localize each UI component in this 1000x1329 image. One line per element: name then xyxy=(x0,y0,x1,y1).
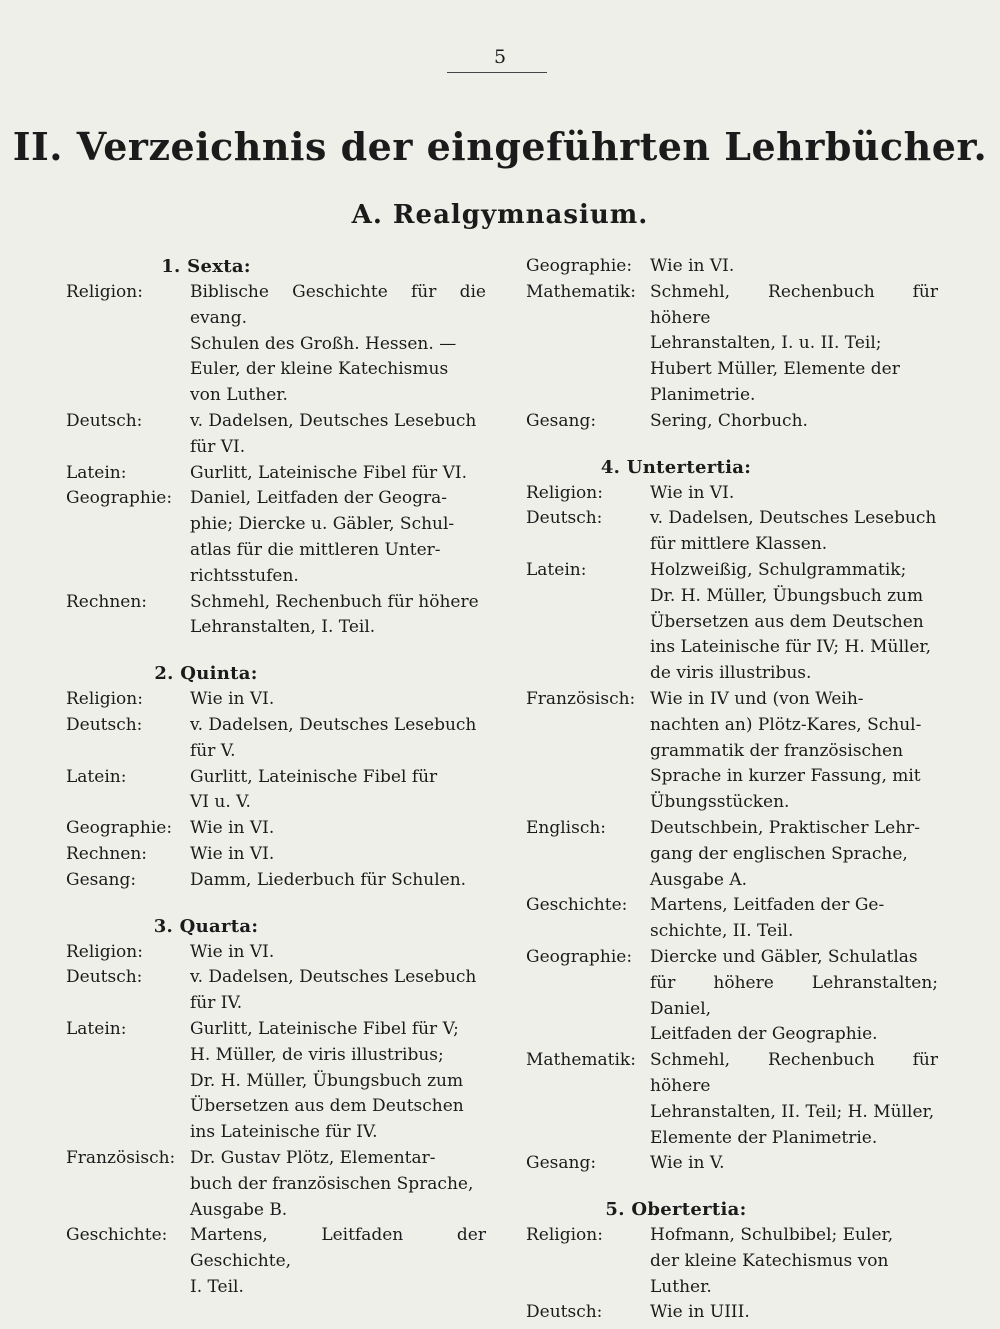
description-line: Wie in VI. xyxy=(650,256,735,276)
subject-label: Gesang: xyxy=(526,1153,597,1174)
textbook-description xyxy=(650,280,938,409)
textbook-entry xyxy=(526,409,938,435)
description-line: Daniel, Leitfaden der Geogra- xyxy=(190,488,448,509)
textbook-entry xyxy=(526,945,938,1048)
description-line: Dr. H. Müller, Übungsbuch zum xyxy=(190,1070,464,1091)
subject-label: Deutsch: xyxy=(66,714,143,735)
textbook-description xyxy=(650,254,938,280)
textbook-description xyxy=(190,713,486,765)
description-line: I. Teil. xyxy=(190,1276,244,1297)
textbook-description xyxy=(650,1300,938,1326)
description-line: Gurlitt, Lateinische Fibel für V; xyxy=(190,1018,459,1039)
description-line: v. Dadelsen, Deutsches Lesebuch xyxy=(190,714,477,735)
description-line: Schmehl, Rechenbuch für höhere xyxy=(190,591,479,612)
textbook-entry xyxy=(526,893,938,945)
textbook-entry xyxy=(66,940,486,966)
description-line: ins Lateinische für IV. xyxy=(190,1122,378,1143)
textbook-entry xyxy=(66,1017,486,1146)
description-line: Holzweißig, Schulgrammatik; xyxy=(650,559,907,580)
description-line: Übersetzen aus dem Deutschen xyxy=(650,611,924,632)
subject-label: Französisch: xyxy=(526,688,636,709)
textbook-description xyxy=(650,506,938,558)
textbook-entry xyxy=(66,461,486,487)
textbook-entry xyxy=(66,765,486,817)
description-line: Euler, der kleine Katechismus xyxy=(190,359,449,380)
description-line: Schmehl, Rechenbuch für höhere xyxy=(650,1050,938,1096)
section-title: 4. Untertertia: xyxy=(600,456,752,478)
textbook-description xyxy=(190,816,486,842)
description-line: Martens, Leitfaden der Ge- xyxy=(650,895,885,916)
subject-label: Rechnen: xyxy=(66,591,148,612)
subject-label: Rechnen: xyxy=(66,843,148,864)
description-line: für V. xyxy=(190,740,236,761)
subject-label: Geographie: xyxy=(526,256,633,276)
section-title: 2. Quinta: xyxy=(154,663,258,685)
description-line: Dr. Gustav Plötz, Elementar- xyxy=(190,1147,436,1168)
textbook-description xyxy=(190,1146,486,1223)
textbook-description xyxy=(650,945,938,1048)
description-line: Schulen des Großh. Hessen. — xyxy=(190,333,457,354)
description-line: Wie in VI. xyxy=(190,941,275,962)
subject-label: Geographie: xyxy=(66,488,173,509)
description-line: Wie in VI. xyxy=(190,689,275,710)
textbook-entry xyxy=(66,409,486,461)
description-line: Übungsstücken. xyxy=(650,792,790,813)
description-line: de viris illustribus. xyxy=(650,663,812,684)
textbook-entry xyxy=(66,842,486,868)
description-line: Übersetzen aus dem Deutschen xyxy=(190,1096,464,1117)
description-line: Wie in VI. xyxy=(190,818,275,839)
description-line: Lehranstalten, I. u. II. Teil; xyxy=(650,333,882,354)
page-number: 5 xyxy=(493,46,507,68)
description-line: Diercke und Gäbler, Schulatlas xyxy=(650,946,918,967)
textbook-description xyxy=(190,280,486,409)
description-line: schichte, II. Teil. xyxy=(650,921,794,942)
textbook-entry xyxy=(66,486,486,589)
description-line: buch der französischen Sprache, xyxy=(190,1173,474,1194)
textbook-description xyxy=(650,1223,938,1300)
textbook-entry xyxy=(66,713,486,765)
subject-label: Englisch: xyxy=(526,817,607,838)
description-line: v. Dadelsen, Deutsches Lesebuch xyxy=(190,410,477,431)
section-title: 3. Quarta: xyxy=(153,915,259,937)
textbook-entry xyxy=(66,868,486,894)
subject-label: Deutsch: xyxy=(526,508,603,529)
description-line: Lehranstalten, I. Teil. xyxy=(190,617,376,638)
left-column xyxy=(66,254,486,1301)
subject-label: Gesang: xyxy=(66,869,137,890)
textbook-description xyxy=(650,893,938,945)
textbook-description xyxy=(190,687,486,713)
description-line: von Luther. xyxy=(190,385,288,406)
textbook-description xyxy=(650,816,938,893)
section-title: 5. Obertertia: xyxy=(605,1199,747,1221)
subject-label: Mathematik: xyxy=(526,1050,636,1071)
textbook-entry xyxy=(526,1300,938,1326)
page-number-rule xyxy=(447,72,547,73)
description-line: Planimetrie. xyxy=(650,384,756,405)
textbook-entry xyxy=(526,254,938,280)
description-line: Dr. H. Müller, Übungsbuch zum xyxy=(650,585,924,606)
subject-label: Deutsch: xyxy=(526,1302,603,1323)
section-title: 1. Sexta: xyxy=(161,256,251,277)
description-line: Hofmann, Schulbibel; Euler, xyxy=(650,1225,894,1246)
subject-label: Latein: xyxy=(66,766,127,787)
subject-label: Französisch: xyxy=(66,1147,176,1168)
textbook-entry xyxy=(66,965,486,1017)
description-line: grammatik der französischen xyxy=(650,740,904,761)
textbook-description xyxy=(190,1017,486,1146)
school-heading: A. Realgymnasium. xyxy=(351,200,649,230)
subject-label: Geographie: xyxy=(526,946,633,967)
textbook-description xyxy=(190,409,486,461)
textbook-description xyxy=(650,409,938,435)
textbook-entry xyxy=(526,506,938,558)
description-line: Leitfaden der Geographie. xyxy=(650,1024,878,1045)
textbook-entry xyxy=(526,816,938,893)
textbook-description xyxy=(190,940,486,966)
textbook-description xyxy=(190,842,486,868)
textbook-description xyxy=(650,558,938,687)
subject-label: Latein: xyxy=(66,462,127,483)
textbook-entry xyxy=(526,687,938,816)
textbook-description xyxy=(650,687,938,816)
textbook-description xyxy=(190,1223,486,1300)
description-line: Hubert Müller, Elemente der xyxy=(650,359,900,380)
subject-label: Mathematik: xyxy=(526,281,636,302)
description-line: Deutschbein, Praktischer Lehr- xyxy=(650,817,921,838)
textbook-entry xyxy=(526,1048,938,1151)
textbook-entry xyxy=(526,1151,938,1177)
description-line: v. Dadelsen, Deutsches Lesebuch xyxy=(190,967,477,988)
subject-label: Latein: xyxy=(66,1018,127,1039)
description-line: der kleine Katechismus von xyxy=(650,1250,889,1271)
textbook-entry xyxy=(526,481,938,507)
subject-label: Religion: xyxy=(526,482,603,503)
description-line: H. Müller, de viris illustribus; xyxy=(190,1044,444,1065)
textbook-description xyxy=(190,590,486,642)
description-line: Gurlitt, Lateinische Fibel für xyxy=(190,766,438,787)
textbook-entry xyxy=(66,280,486,409)
description-line: Sering, Chorbuch. xyxy=(650,410,808,431)
textbook-entry xyxy=(66,687,486,713)
subject-label: Religion: xyxy=(66,282,143,302)
description-line: phie; Diercke u. Gäbler, Schul- xyxy=(190,514,455,535)
subject-label: Deutsch: xyxy=(66,410,143,431)
description-line: ins Lateinische für IV; H. Müller, xyxy=(650,637,932,658)
description-line: nachten an) Plötz-Kares, Schul- xyxy=(650,714,922,735)
textbook-description xyxy=(190,765,486,817)
right-column xyxy=(526,254,938,1326)
subject-label: Gesang: xyxy=(526,410,597,431)
description-line: Ausgabe A. xyxy=(650,869,747,890)
description-line: Wie in VI. xyxy=(650,482,735,503)
description-line: für VI. xyxy=(190,436,246,457)
description-line: für IV. xyxy=(190,993,243,1014)
textbook-description xyxy=(190,461,486,487)
textbook-description xyxy=(190,868,486,894)
textbook-entry xyxy=(526,280,938,409)
textbook-entry xyxy=(66,590,486,642)
subject-label: Deutsch: xyxy=(66,967,143,988)
description-line: Elemente der Planimetrie. xyxy=(650,1127,878,1148)
description-line: Schmehl, Rechenbuch für höhere xyxy=(650,281,938,328)
description-line: richtsstufen. xyxy=(190,565,299,586)
description-line: Martens, Leitfaden der Geschichte, xyxy=(190,1225,486,1272)
description-line: Biblische Geschichte für die evang. xyxy=(190,282,486,328)
subject-label: Geschichte: xyxy=(66,1225,168,1246)
description-line: Damm, Liederbuch für Schulen. xyxy=(190,869,467,890)
subject-label: Latein: xyxy=(526,559,587,580)
description-line: Gurlitt, Lateinische Fibel für VI. xyxy=(190,462,467,483)
description-line: Sprache in kurzer Fassung, mit xyxy=(650,766,921,787)
textbook-description xyxy=(650,1048,938,1151)
description-line: Wie in IV und (von Weih- xyxy=(650,688,864,709)
textbook-entry xyxy=(66,816,486,842)
textbook-entry xyxy=(66,1146,486,1223)
textbook-entry xyxy=(526,558,938,687)
subject-label: Geschichte: xyxy=(526,895,628,916)
subject-label: Religion: xyxy=(526,1225,603,1246)
textbook-description xyxy=(190,486,486,589)
textbook-entry xyxy=(526,1223,938,1300)
subject-label: Religion: xyxy=(66,689,143,710)
description-line: Lehranstalten, II. Teil; H. Müller, xyxy=(650,1101,935,1122)
description-line: v. Dadelsen, Deutsches Lesebuch xyxy=(650,508,937,529)
description-line: für mittlere Klassen. xyxy=(650,534,828,555)
textbook-entry xyxy=(66,1223,486,1300)
subject-label: Geographie: xyxy=(66,818,173,839)
description-line: atlas für die mittleren Unter- xyxy=(190,539,441,560)
textbook-description xyxy=(650,1151,938,1177)
page-title: II. Verzeichnis der eingeführten Lehrbücher. xyxy=(12,124,988,169)
description-line: Wie in VI. xyxy=(190,843,275,864)
subject-label: Religion: xyxy=(66,941,143,962)
textbook-description xyxy=(650,481,938,507)
description-line: VI u. V. xyxy=(190,792,251,813)
description-line: Luther. xyxy=(650,1276,712,1297)
textbook-description xyxy=(190,965,486,1017)
description-line: für höhere Lehranstalten; Daniel, xyxy=(650,972,938,1019)
description-line: gang der englischen Sprache, xyxy=(650,843,908,864)
description-line: Wie in UIII. xyxy=(650,1302,750,1323)
description-line: Ausgabe B. xyxy=(190,1199,288,1220)
description-line: Wie in V. xyxy=(650,1153,725,1174)
